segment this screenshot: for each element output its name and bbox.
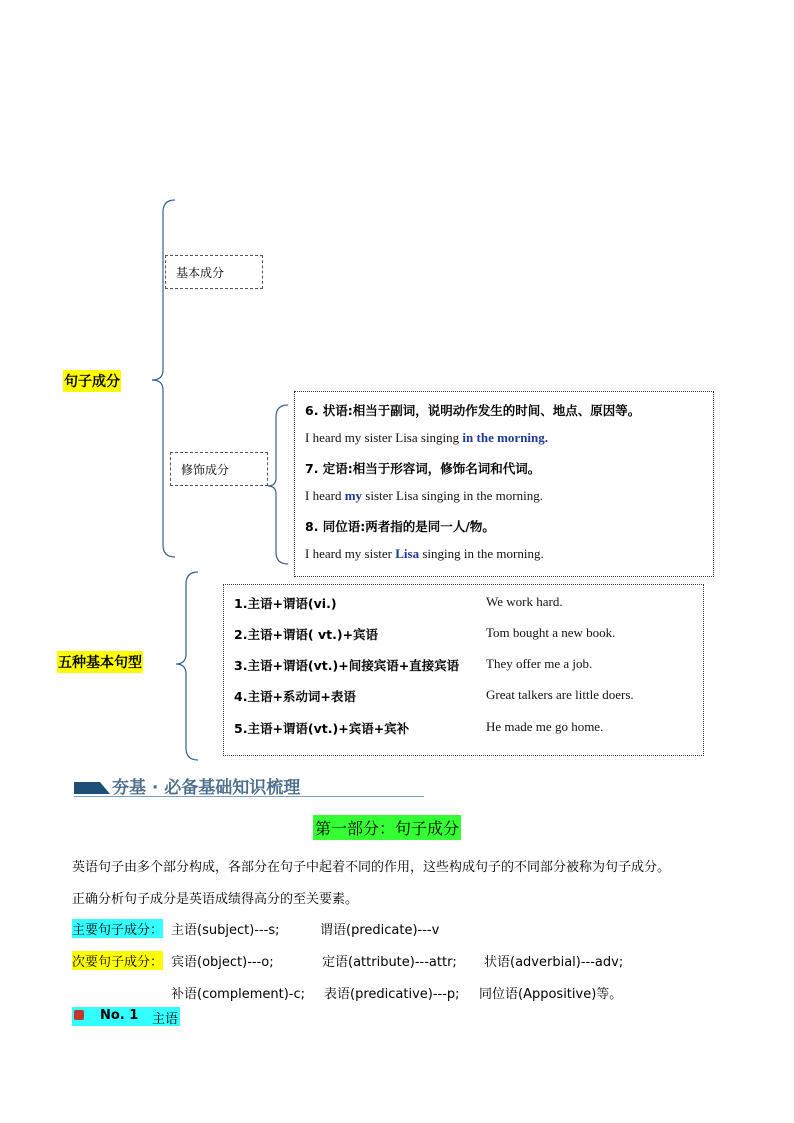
- section-banner-title: 夯基 · 必备基础知识梳理: [112, 778, 301, 798]
- example-text: I heard: [305, 488, 345, 503]
- intro-line: 英语句子由多个部分构成，各部分在句子中起着不同的作用，这些构成句子的不同部分被称为句子成分。: [72, 860, 671, 875]
- main-components-label: 主要句子成分：: [72, 919, 163, 938]
- secondary-components-label: 次要句子成分：: [72, 951, 163, 970]
- pattern-example: We work hard.: [486, 594, 563, 609]
- secondary-component-item: 表语(predicative)---p;: [324, 987, 460, 1002]
- modifier-item-example: [305, 546, 544, 562]
- secondary-component-item: 宾语(object)---o;: [171, 955, 274, 970]
- example-text: I heard my sister: [305, 546, 396, 561]
- no1-heading: [72, 1007, 180, 1026]
- modifier-item-example: [305, 488, 543, 504]
- secondary-component-item: 补语(complement)-c;: [171, 987, 305, 1002]
- modifier-item-heading: 6. 状语:相当于副词，说明动作发生的时间、地点、原因等。: [305, 403, 641, 418]
- modifier-components-box: [170, 452, 268, 486]
- example-highlight: Lisa: [395, 546, 420, 561]
- banner-bar-icon: [74, 772, 114, 798]
- main-component-item: 主语(subject)---s;: [171, 923, 280, 938]
- example-text: I heard my sister Lisa singing: [305, 430, 463, 445]
- pattern-formula: 2.主语+谓语( vt.)+宾语: [234, 627, 379, 642]
- no1-number: No. 1: [100, 1008, 139, 1023]
- pattern-formula: 1.主语+谓语(vi.): [234, 596, 337, 611]
- part-title: 第一部分：句子成分: [313, 815, 461, 840]
- root-label: 句子成分: [63, 370, 121, 392]
- modifier-detail-box: [294, 391, 714, 577]
- pattern-formula: 3.主语+谓语(vt.)+间接宾语+直接宾语: [234, 658, 460, 673]
- pattern-formula: 4.主语+系动词+表语: [234, 689, 356, 704]
- book-icon: [74, 1010, 84, 1020]
- intro-line: 正确分析句子成分是英语成绩得高分的至关要素。: [72, 892, 359, 907]
- example-highlight: my: [344, 488, 363, 503]
- secondary-component-item: 同位语(Appositive)等。: [479, 987, 623, 1002]
- pattern-example: Tom bought a new book.: [486, 625, 616, 640]
- modifier-components-label: 修饰成分: [181, 463, 230, 477]
- example-text: singing in the morning.: [419, 546, 544, 561]
- modifier-item-heading: 7. 定语:相当于形容词，修饰名词和代词。: [305, 461, 541, 476]
- modifier-item-example: [305, 430, 548, 446]
- main-component-item: 谓语(predicate)---v: [320, 923, 440, 938]
- basic-components-label: 基本成分: [176, 266, 225, 280]
- section-banner: [74, 772, 426, 798]
- patterns-box: [223, 584, 704, 756]
- pattern-example: They offer me a job.: [486, 656, 593, 671]
- no1-title: 主语: [152, 1012, 179, 1027]
- secondary-component-item: 定语(attribute)---attr;: [322, 955, 457, 970]
- modifier-item-heading: 8. 同位语:两者指的是同一人/物。: [305, 519, 495, 534]
- pattern-example: Great talkers are little doers.: [486, 687, 634, 702]
- basic-components-box: [165, 255, 263, 289]
- example-highlight: in the morning.: [462, 430, 549, 445]
- pattern-example: He made me go home.: [486, 719, 604, 734]
- patterns-label: 五种基本句型: [57, 651, 143, 673]
- secondary-component-item: 状语(adverbial)---adv;: [484, 955, 624, 970]
- pattern-formula: 5.主语+谓语(vt.)+宾语+宾补: [234, 721, 410, 736]
- example-text: sister Lisa singing in the morning.: [362, 488, 543, 503]
